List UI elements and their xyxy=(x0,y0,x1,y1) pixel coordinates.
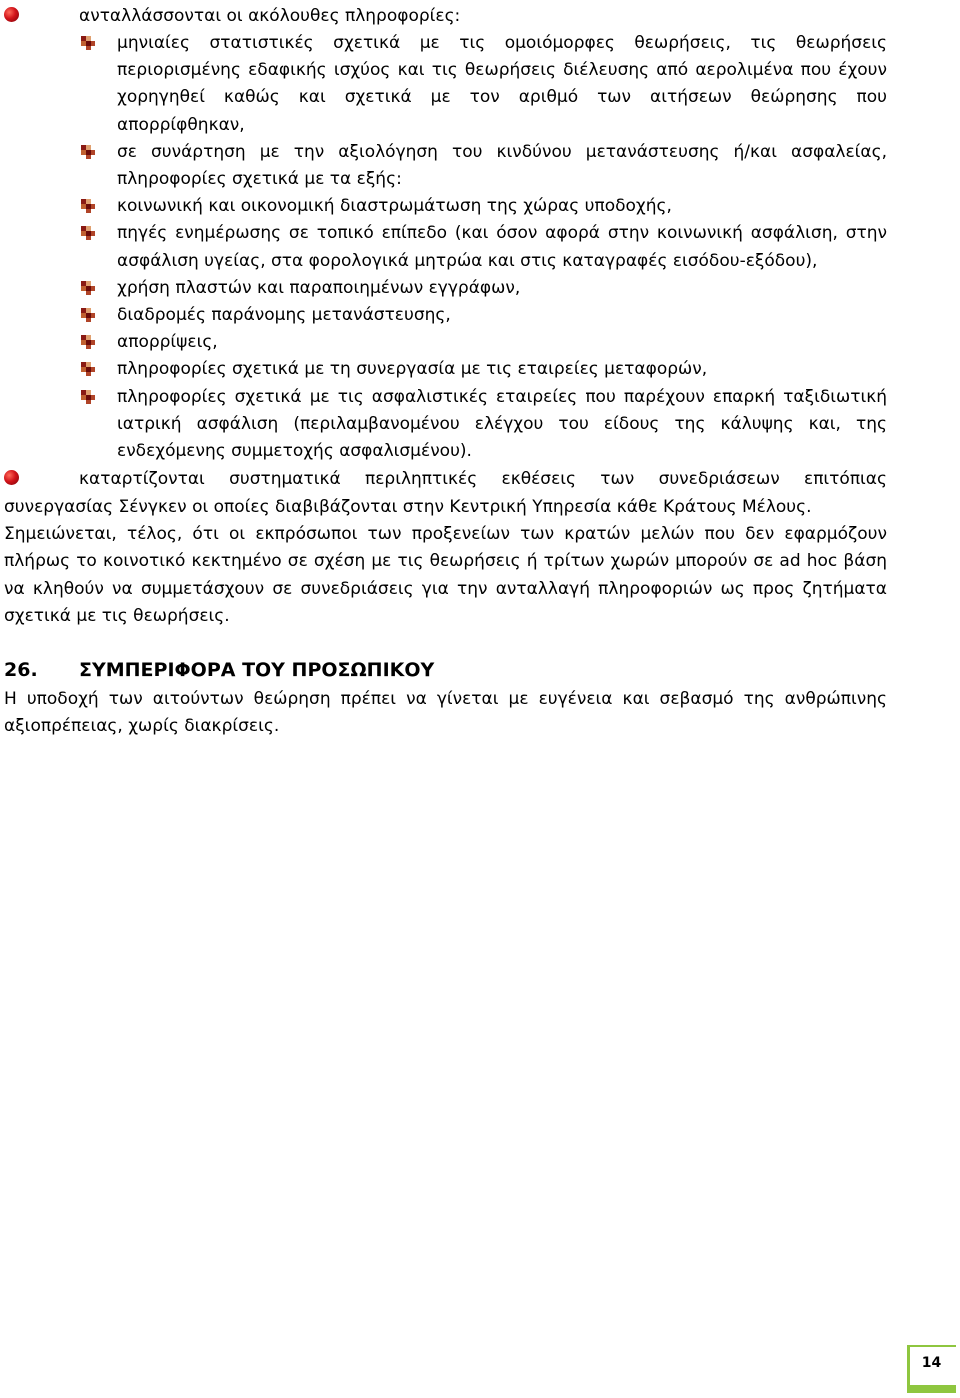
intro-text: ανταλλάσσονται οι ακόλουθες πληροφορίες: xyxy=(79,6,461,26)
sub-bullet-line: απορρίφθηκαν, xyxy=(117,114,245,135)
square-bullet-icon xyxy=(81,226,95,240)
page-number: 14 xyxy=(921,1355,942,1371)
square-bullet-icon xyxy=(81,335,95,349)
square-bullet-icon xyxy=(81,199,95,213)
sub-bullet-line: περιορισμένης εδαφικής ισχύος και τις θεωρήσεις διέλευσης από αερολιμένα που έχουν xyxy=(117,60,887,81)
sub-bullet-line: σε συνάρτηση με την αξιολόγηση του κινδύνου μετανάστευσης ή/και ασφαλείας, xyxy=(117,141,887,162)
section-title: ΣΥΜΠΕΡΙΦΟΡΑ ΤΟΥ ΠΡΟΣΩΠΙΚΟΥ xyxy=(79,659,435,681)
red-bullet-icon xyxy=(4,470,19,485)
note-line-3: να κληθούν να συμμετάσχουν σε συνεδριάσεις για την ανταλλαγή πληροφοριών ως προς ζητήματα xyxy=(4,579,887,599)
note-line-2: πλήρως το κοινοτικό κεκτημένο σε σχέση με τις θεωρήσεις ή τρίτων χωρών μπορούν σε ad hoc βάση xyxy=(4,551,887,571)
note-line-4: σχετικά με τις θεωρήσεις. xyxy=(4,606,230,626)
second-bullet-line-1: καταρτίζονται συστηματικά περιληπτικές εκθέσεις των συνεδριάσεων επιτόπιας xyxy=(79,469,887,489)
sub-bullet-line: πληροφορίες σχετικά με τις ασφαλιστικές εταιρείες που παρέχουν επαρκή ταξιδιωτική xyxy=(117,386,887,407)
section-number: 26. xyxy=(4,659,38,681)
sub-bullet-line: πληροφορίες σχετικά με τη συνεργασία με τις εταιρείες μεταφορών, xyxy=(117,359,708,380)
square-bullet-icon xyxy=(81,145,95,159)
square-bullet-icon xyxy=(81,281,95,295)
sub-bullet-line: ασφάλιση υγείας, στα φορολογικά μητρώα και στις καταγραφές εισόδου-εξόδου), xyxy=(117,250,818,271)
note-line-1: Σημειώνεται, τέλος, ότι οι εκπρόσωποι των προξενείων των κρατών μελών που δεν εφαρμόζουν xyxy=(4,524,887,544)
section-body-line-2: αξιοπρέπειας, χωρίς διακρίσεις. xyxy=(4,716,280,736)
sub-bullet-line: απορρίψεις, xyxy=(117,332,218,353)
sub-bullet-line: πηγές ενημέρωσης σε τοπικό επίπεδο (και όσον αφορά στην κοινωνική ασφάλιση, στην xyxy=(117,223,887,244)
sub-bullet-line: χορηγηθεί καθώς και σχετικά με τον αριθμό των αιτήσεων θεώρησης που xyxy=(117,87,887,108)
sub-bullet-line: ενδεχόμενης συμμετοχής ασφαλισμένου). xyxy=(117,441,472,461)
section-body-line-1: Η υποδοχή των αιτούντων θεώρηση πρέπει να γίνεται με ευγένεια και σεβασμό της ανθρώπινης xyxy=(4,689,887,709)
square-bullet-icon xyxy=(81,390,95,404)
sub-bullet-line: πληροφορίες σχετικά με τα εξής: xyxy=(117,169,402,189)
page-number-box xyxy=(907,1345,953,1393)
square-bullet-icon xyxy=(81,308,95,322)
sub-bullet-line: μηνιαίες στατιστικές σχετικά με τις ομοιόμορφες θεωρήσεις, τις θεωρήσεις xyxy=(117,33,887,53)
sub-bullet-line: διαδρομές παράνομης μετανάστευσης, xyxy=(117,305,451,325)
sub-bullet-line: χρήση πλαστών και παραποιημένων εγγράφων, xyxy=(117,277,521,298)
square-bullet-icon xyxy=(81,36,95,50)
second-bullet-line-2: συνεργασίας Σένγκεν οι οποίες διαβιβάζονται στην Κεντρική Υπηρεσία κάθε Κράτους Μέλους. xyxy=(4,497,812,517)
square-bullet-icon xyxy=(81,362,95,376)
sub-bullet-line: κοινωνική και οικονομική διαστρωμάτωση της χώρας υποδοχής, xyxy=(117,196,672,217)
sub-bullet-line: ιατρική ασφάλιση (περιλαμβανομένου ελέγχου του είδους της κάλυψης και, της xyxy=(117,413,887,434)
red-bullet-icon xyxy=(4,7,19,22)
